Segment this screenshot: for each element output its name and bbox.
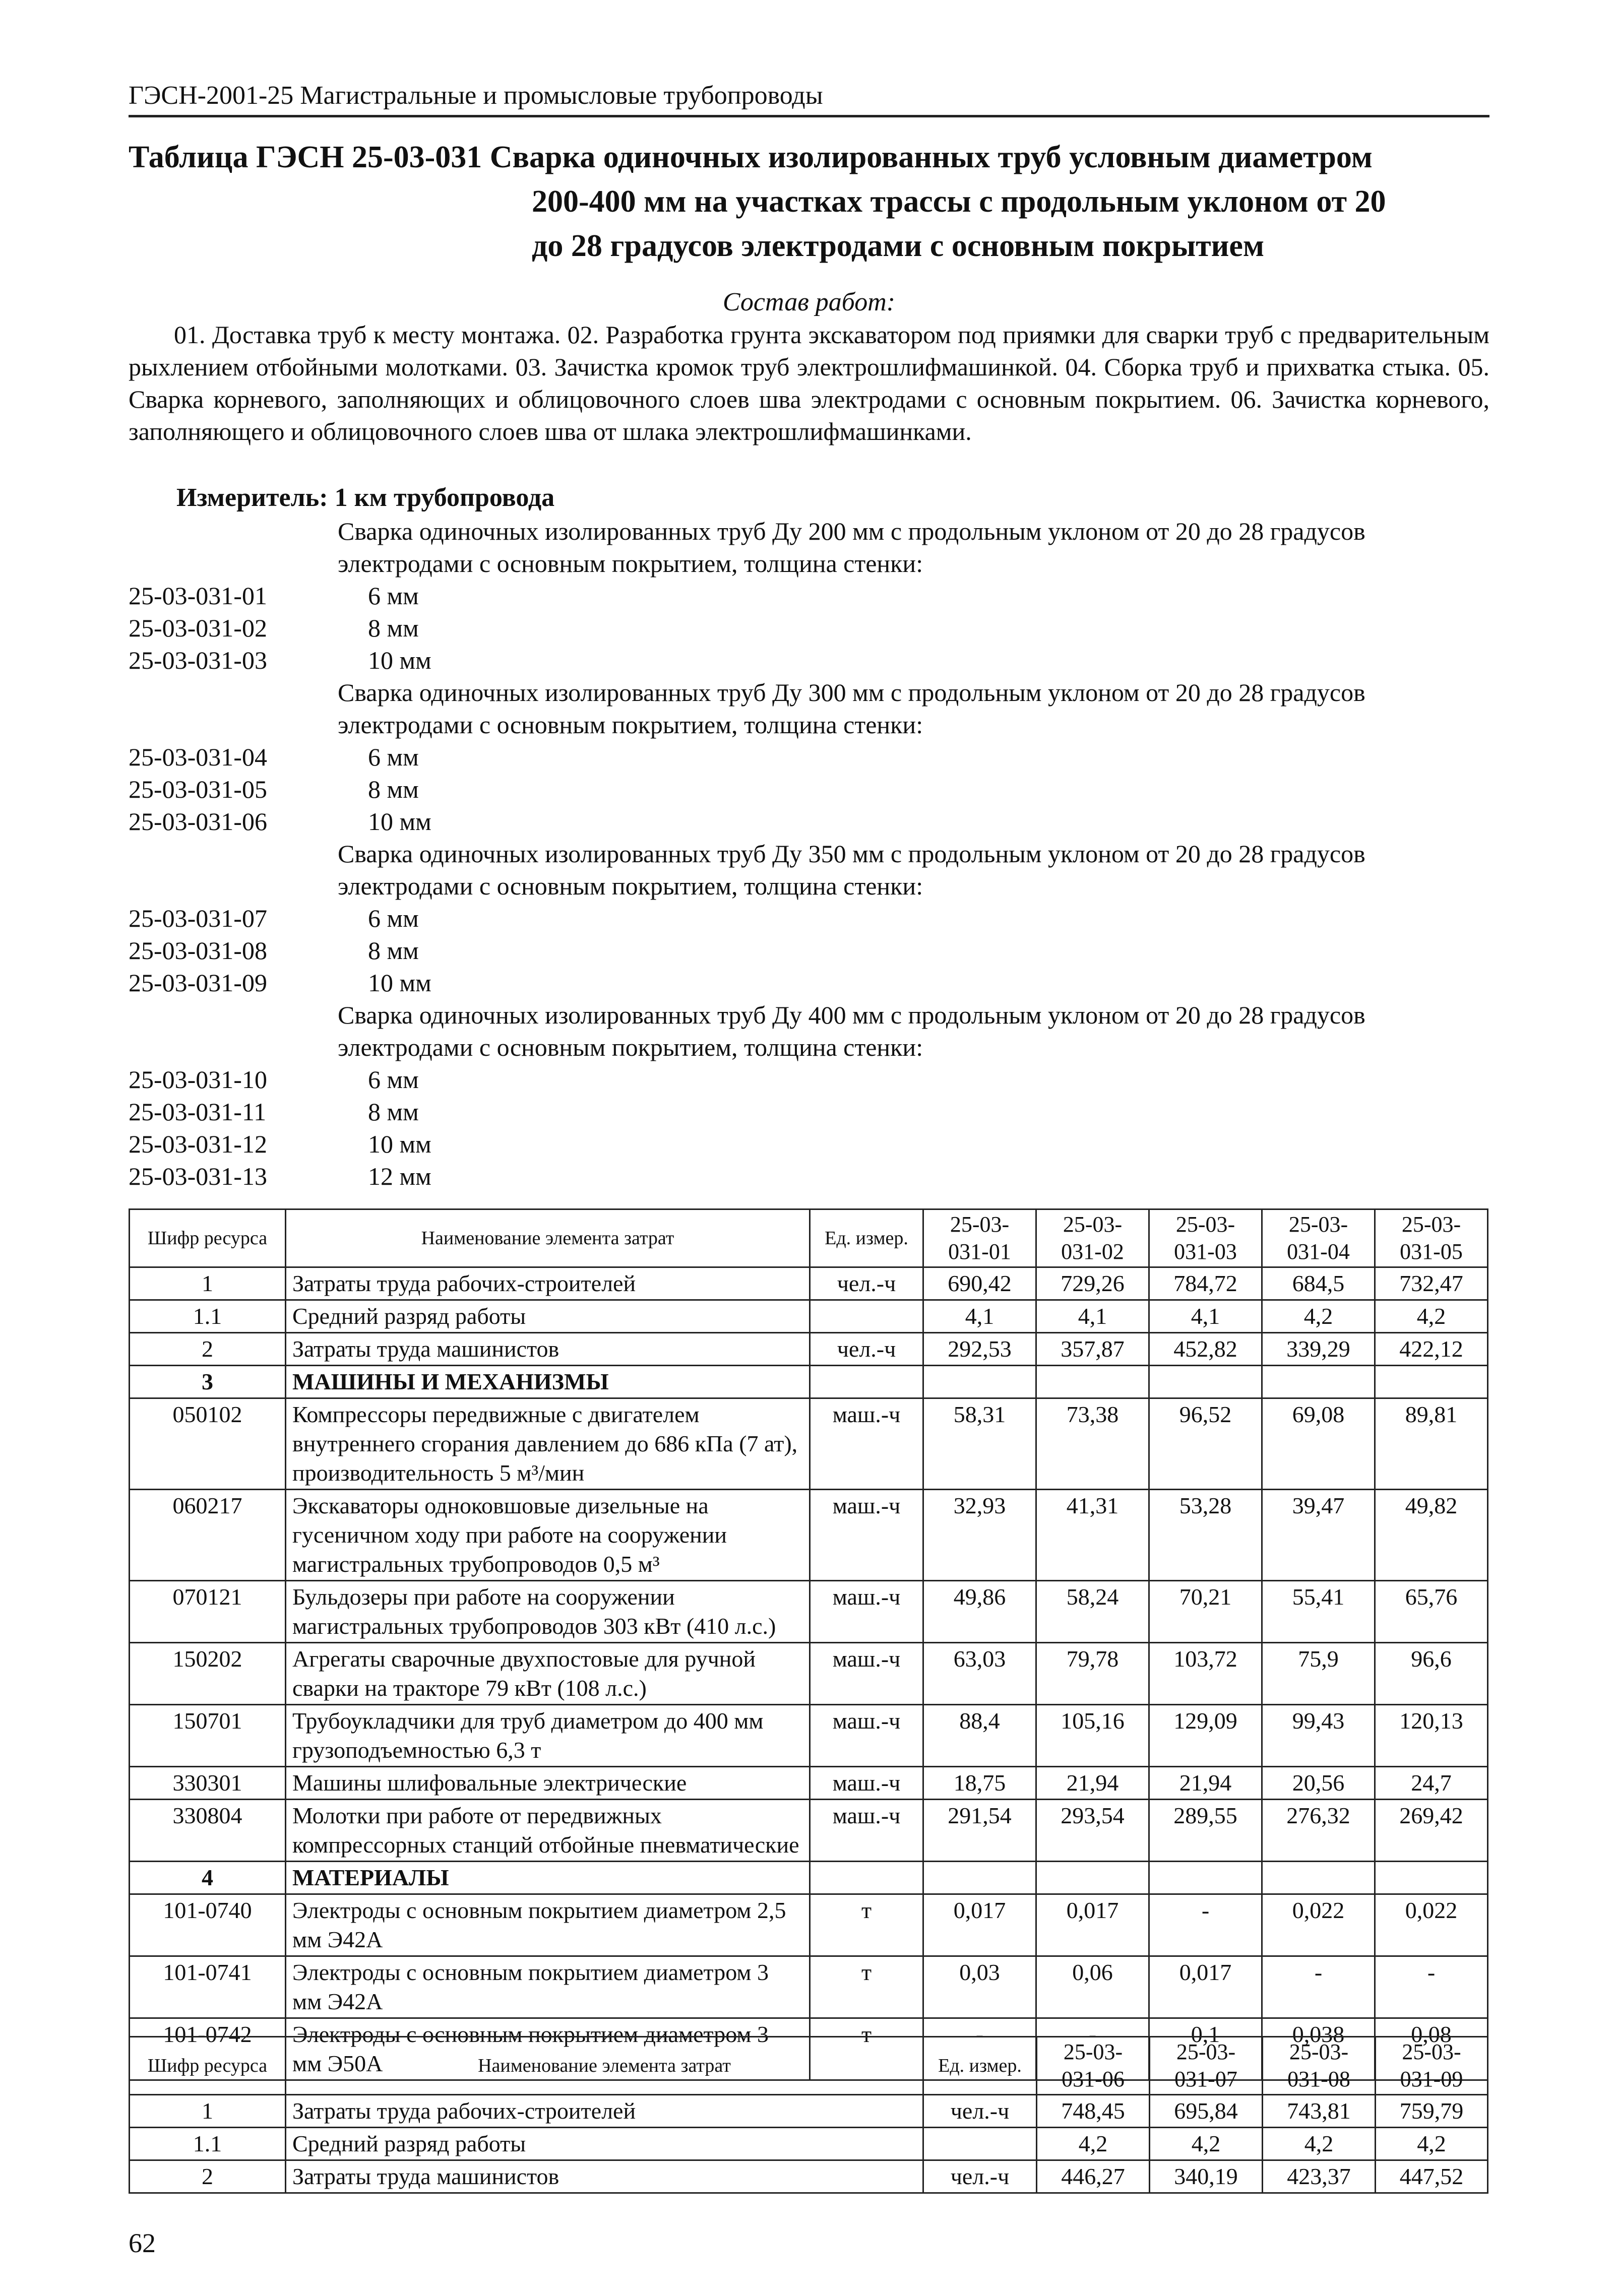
value-cell: - — [1149, 1894, 1262, 1956]
cost-element-name: Затраты труда машинистов — [286, 2160, 923, 2193]
running-title: ГЭСН-2001-25 Магистральные и промысловые трубопроводы — [129, 81, 823, 110]
value-cell: 96,52 — [1149, 1398, 1262, 1490]
value-cell — [1036, 1862, 1149, 1894]
variant-code: 25-03-031-07 — [129, 904, 267, 932]
value-cell: 89,81 — [1375, 1398, 1488, 1490]
value-cell: 4,2 — [1037, 2128, 1150, 2160]
unit-cell: чел.-ч — [923, 2160, 1037, 2193]
resource-code: 330804 — [130, 1800, 286, 1862]
unit-cell: маш.-ч — [810, 1767, 923, 1800]
resource-code: 1.1 — [130, 1300, 286, 1333]
value-cell: 39,47 — [1262, 1490, 1375, 1581]
variant-group-description: Сварка одиночных изолированных труб Ду 300 мм с продольным уклоном от 20 до 28 градусов электродами с основным покрытием, толщина стенки: — [338, 678, 1365, 739]
table-row — [130, 1643, 1488, 1705]
table-row — [130, 2128, 1488, 2160]
variant-size: 8 мм — [368, 614, 419, 642]
value-cell: 0,017 — [1149, 1956, 1262, 2018]
value-cell: 79,78 — [1036, 1643, 1149, 1705]
variant-item — [129, 1128, 1489, 1160]
value-cell: 58,31 — [923, 1398, 1036, 1490]
variant-size: 6 мм — [368, 1065, 419, 1094]
value-cell: 55,41 — [1262, 1581, 1375, 1643]
value-cell: 0,017 — [1036, 1894, 1149, 1956]
value-cell: 422,12 — [1375, 1333, 1488, 1366]
column-header: 25-03-031-02 — [1036, 1209, 1149, 1267]
column-header: 25-03-031-03 — [1149, 1209, 1262, 1267]
value-cell: 684,5 — [1262, 1267, 1375, 1300]
variant-item — [129, 580, 1489, 612]
value-cell — [1149, 1862, 1262, 1894]
unit-cell: т — [810, 1894, 923, 1956]
variant-code: 25-03-031-12 — [129, 1130, 267, 1158]
cost-element-name: Машины шлифовальные электрические — [286, 1767, 810, 1800]
unit-cell: маш.-ч — [810, 1705, 923, 1767]
column-header: 25-03-031-04 — [1262, 1209, 1375, 1267]
value-cell: 291,54 — [923, 1800, 1036, 1862]
value-cell — [1262, 1366, 1375, 1398]
variant-code: 25-03-031-03 — [129, 646, 267, 674]
value-cell: 4,2 — [1263, 2128, 1376, 2160]
variant-code: 25-03-031-11 — [129, 1098, 267, 1126]
cost-element-name: Экскаваторы одноковшовые дизельные на гусеничном ходу при работе на сооружении магистральных трубопроводов 0,5 м³ — [286, 1490, 810, 1581]
value-cell: 269,42 — [1375, 1800, 1488, 1862]
value-cell: 24,7 — [1375, 1767, 1488, 1800]
value-cell — [1375, 1862, 1488, 1894]
resource-code: 060217 — [130, 1490, 286, 1581]
value-cell: 53,28 — [1149, 1490, 1262, 1581]
column-header: 25-03-031-05 — [1375, 1209, 1488, 1267]
value-cell: 289,55 — [1149, 1800, 1262, 1862]
page-number: 62 — [129, 2228, 156, 2258]
unit-cell — [810, 1300, 923, 1333]
resource-code: 2 — [130, 2160, 286, 2193]
value-cell: 292,53 — [923, 1333, 1036, 1366]
cost-element-name: Электроды с основным покрытием диаметром 2,5 мм Э42А — [286, 1894, 810, 1956]
unit-cell: чел.-ч — [923, 2095, 1037, 2128]
variant-code: 25-03-031-06 — [129, 807, 267, 836]
variant-code: 25-03-031-08 — [129, 936, 267, 965]
value-cell: 0,022 — [1262, 1894, 1375, 1956]
value-cell: 4,2 — [1150, 2128, 1263, 2160]
value-cell: 21,94 — [1036, 1767, 1149, 1800]
variant-item — [129, 1160, 1489, 1192]
cost-element-name: Затраты труда машинистов — [286, 1333, 810, 1366]
value-cell: 103,72 — [1149, 1643, 1262, 1705]
variant-size: 10 мм — [368, 807, 431, 836]
variant-code: 25-03-031-10 — [129, 1065, 267, 1094]
value-cell: 690,42 — [923, 1267, 1036, 1300]
measure-line — [176, 483, 554, 513]
value-cell: 65,76 — [1375, 1581, 1488, 1643]
variant-item — [129, 967, 1489, 999]
table-row — [130, 1300, 1488, 1333]
unit-cell — [810, 1862, 923, 1894]
variant-item — [129, 1096, 1489, 1128]
table-row — [130, 1366, 1488, 1398]
resource-code: 101-0742 — [130, 2018, 286, 2080]
table-row — [130, 1956, 1488, 2018]
value-cell: 748,45 — [1037, 2095, 1150, 2128]
cost-element-name: Средний разряд работы — [286, 2128, 923, 2160]
value-cell: 96,6 — [1375, 1643, 1488, 1705]
value-cell: 695,84 — [1150, 2095, 1263, 2128]
resource-code: 1 — [130, 1267, 286, 1300]
title-line-1: Таблица ГЭСН 25-03-031 Сварка одиночных изолированных труб условным диаметром — [129, 140, 1373, 174]
resource-code: 1.1 — [130, 2128, 286, 2160]
variant-item — [129, 902, 1489, 934]
resource-table-2 — [129, 2036, 1488, 2194]
table-row — [130, 2095, 1488, 2128]
unit-cell: маш.-ч — [810, 1398, 923, 1490]
variant-item — [129, 934, 1489, 967]
column-header: 25-03-031-06 — [1037, 2037, 1150, 2095]
unit-cell: маш.-ч — [810, 1581, 923, 1643]
variant-code: 25-03-031-01 — [129, 582, 267, 610]
table-row — [130, 1894, 1488, 1956]
variant-size: 6 мм — [368, 743, 419, 771]
table-row — [130, 1862, 1488, 1894]
unit-cell: чел.-ч — [810, 1267, 923, 1300]
value-cell: 447,52 — [1376, 2160, 1488, 2193]
value-cell: 120,13 — [1375, 1705, 1488, 1767]
variant-item — [129, 1063, 1489, 1096]
value-cell: 21,94 — [1149, 1767, 1262, 1800]
resource-code: 050102 — [130, 1398, 286, 1490]
cost-element-name: МАШИНЫ И МЕХАНИЗМЫ — [286, 1366, 810, 1398]
value-cell: 759,79 — [1376, 2095, 1488, 2128]
column-header: 25-03-031-09 — [1376, 2037, 1488, 2095]
variant-group-description: Сварка одиночных изолированных труб Ду 200 мм с продольным уклоном от 20 до 28 градусов электродами с основным покрытием, толщина стенки: — [338, 517, 1365, 578]
table-row — [130, 1800, 1488, 1862]
variant-code: 25-03-031-13 — [129, 1162, 267, 1190]
variant-item — [129, 612, 1489, 644]
value-cell: 0,06 — [1036, 1956, 1149, 2018]
value-cell: 732,47 — [1375, 1267, 1488, 1300]
value-cell: 423,37 — [1263, 2160, 1376, 2193]
cost-element-name: Средний разряд работы — [286, 1300, 810, 1333]
variant-code: 25-03-031-05 — [129, 775, 267, 803]
unit-cell — [923, 2128, 1037, 2160]
resource-code: 330301 — [130, 1767, 286, 1800]
unit-cell: чел.-ч — [810, 1333, 923, 1366]
value-cell: 293,54 — [1036, 1800, 1149, 1862]
value-cell: 70,21 — [1149, 1581, 1262, 1643]
value-cell: 784,72 — [1149, 1267, 1262, 1300]
value-cell — [1149, 1366, 1262, 1398]
variant-size: 12 мм — [368, 1162, 431, 1190]
value-cell: - — [1262, 1956, 1375, 2018]
value-cell: 0,017 — [923, 1894, 1036, 1956]
value-cell: 99,43 — [1262, 1705, 1375, 1767]
title-line-2: 200-400 мм на участках трассы с продольным уклоном от 20 — [532, 184, 1386, 219]
value-cell: 49,82 — [1375, 1490, 1488, 1581]
unit-cell: т — [810, 1956, 923, 2018]
value-cell — [1036, 1366, 1149, 1398]
composition-heading: Состав работ: — [722, 288, 896, 316]
value-cell: 339,29 — [1262, 1333, 1375, 1366]
value-cell: 75,9 — [1262, 1643, 1375, 1705]
table-row — [130, 1705, 1488, 1767]
value-cell: 729,26 — [1036, 1267, 1149, 1300]
value-cell: 0,1 — [1149, 2018, 1262, 2080]
resource-code: 1 — [130, 2095, 286, 2128]
resource-code: 101-0741 — [130, 1956, 286, 2018]
value-cell: 743,81 — [1263, 2095, 1376, 2128]
cost-element-name: Затраты труда рабочих-строителей — [286, 2095, 923, 2128]
resource-code: 150202 — [130, 1643, 286, 1705]
value-cell — [923, 1862, 1036, 1894]
variant-item — [129, 741, 1489, 773]
table-row — [130, 1398, 1488, 1490]
resource-code: 3 — [130, 1366, 286, 1398]
variant-size: 10 мм — [368, 646, 431, 674]
value-cell — [1262, 1862, 1375, 1894]
unit-cell: маш.-ч — [810, 1643, 923, 1705]
column-header: Шифр ресурса — [130, 2037, 286, 2095]
variant-size: 6 мм — [368, 904, 419, 932]
value-cell: 63,03 — [923, 1643, 1036, 1705]
table-row — [130, 1490, 1488, 1581]
value-cell: 4,2 — [1262, 1300, 1375, 1333]
value-cell: 18,75 — [923, 1767, 1036, 1800]
column-header: Ед. измер. — [923, 2037, 1037, 2095]
table-row — [130, 2160, 1488, 2193]
value-cell — [1375, 1366, 1488, 1398]
column-header: Шифр ресурса — [130, 1209, 286, 1267]
variants-list — [129, 515, 1489, 1192]
table-row — [130, 1767, 1488, 1800]
variant-item — [129, 773, 1489, 805]
value-cell: 276,32 — [1262, 1800, 1375, 1862]
value-cell: 73,38 — [1036, 1398, 1149, 1490]
table-row — [130, 1333, 1488, 1366]
measure-value: 1 км трубопровода — [334, 483, 555, 512]
measure-label: Измеритель: — [176, 483, 328, 512]
value-cell: 69,08 — [1262, 1398, 1375, 1490]
value-cell: 0,022 — [1375, 1894, 1488, 1956]
value-cell: 88,4 — [923, 1705, 1036, 1767]
variant-group-description: Сварка одиночных изолированных труб Ду 350 мм с продольным уклоном от 20 до 28 градусов электродами с основным покрытием, толщина стенки: — [338, 840, 1365, 900]
table-row — [130, 1267, 1488, 1300]
column-header: Наименование элемента затрат — [286, 2037, 923, 2095]
column-header: 25-03-031-08 — [1263, 2037, 1376, 2095]
cost-element-name: Компрессоры передвижные с двигателем внутреннего сгорания давлением до 686 кПа (7 ат), производительность 5 м³/мин — [286, 1398, 810, 1490]
value-cell: 4,1 — [923, 1300, 1036, 1333]
cost-element-name: Затраты труда рабочих-строителей — [286, 1267, 810, 1300]
cost-element-name: Электроды с основным покрытием диаметром 3 мм Э50А — [286, 2018, 810, 2080]
value-cell: 20,56 — [1262, 1767, 1375, 1800]
variant-size: 6 мм — [368, 582, 419, 610]
variant-code: 25-03-031-04 — [129, 743, 267, 771]
variant-size: 10 мм — [368, 969, 431, 997]
value-cell: 58,24 — [1036, 1581, 1149, 1643]
value-cell: 129,09 — [1149, 1705, 1262, 1767]
variant-code: 25-03-031-09 — [129, 969, 267, 997]
resource-code: 2 — [130, 1333, 286, 1366]
table-title — [129, 135, 1489, 268]
value-cell: 4,1 — [1149, 1300, 1262, 1333]
value-cell: 4,1 — [1036, 1300, 1149, 1333]
value-cell: 49,86 — [923, 1581, 1036, 1643]
value-cell — [923, 1366, 1036, 1398]
variant-size: 8 мм — [368, 775, 419, 803]
value-cell: 4,2 — [1376, 2128, 1488, 2160]
column-header: Наименование элемента затрат — [286, 1209, 810, 1267]
value-cell: 357,87 — [1036, 1333, 1149, 1366]
table-row — [130, 1581, 1488, 1643]
value-cell: - — [1036, 2018, 1149, 2080]
resource-code: 070121 — [130, 1581, 286, 1643]
unit-cell — [810, 1366, 923, 1398]
variant-size: 8 мм — [368, 1098, 419, 1126]
cost-element-name: Молотки при работе от передвижных компрессорных станций отбойные пневматические — [286, 1800, 810, 1862]
cost-element-name: Агрегаты сварочные двухпостовые для ручной сварки на тракторе 79 кВт (108 л.с.) — [286, 1643, 810, 1705]
resource-code: 4 — [130, 1862, 286, 1894]
column-header: 25-03-031-07 — [1150, 2037, 1263, 2095]
value-cell: 32,93 — [923, 1490, 1036, 1581]
value-cell: 105,16 — [1036, 1705, 1149, 1767]
unit-cell: маш.-ч — [810, 1490, 923, 1581]
variant-item — [129, 805, 1489, 838]
variant-group-description: Сварка одиночных изолированных труб Ду 400 мм с продольным уклоном от 20 до 28 градусов электродами с основным покрытием, толщина стенки: — [338, 1001, 1365, 1061]
resource-code: 150701 — [130, 1705, 286, 1767]
column-header: Ед. измер. — [810, 1209, 923, 1267]
title-line-3: до 28 градусов электродами с основным покрытием — [532, 229, 1265, 263]
value-cell: 41,31 — [1036, 1490, 1149, 1581]
cost-element-name: Электроды с основным покрытием диаметром 3 мм Э42А — [286, 1956, 810, 2018]
variant-item — [129, 644, 1489, 676]
value-cell: - — [1375, 1956, 1488, 2018]
value-cell: 4,2 — [1375, 1300, 1488, 1333]
composition-text: 01. Доставка труб к месту монтажа. 02. Разработка грунта экскаватором под приямки для сварки труб с предварительным рыхлением отбойными молотками. 03. Зачистка кромок труб электрошлифмашинкой. 04. Сборка труб и прихватка стыка. 05. Сварка корневого, заполняющих и облицовочного слоев шва электродами с основным покрытием. 06. Зачистка корневого, заполняющего и облицовочного слоев шва от шлака электрошлифмашинками. — [129, 321, 1489, 445]
cost-element-name: Трубоукладчики для труб диаметром до 400 мм грузоподъемностью 6,3 т — [286, 1705, 810, 1767]
header-rule — [129, 115, 1489, 117]
variant-code: 25-03-031-02 — [129, 614, 267, 642]
value-cell: 0,038 — [1262, 2018, 1375, 2080]
cost-element-name: МАТЕРИАЛЫ — [286, 1862, 810, 1894]
value-cell: 452,82 — [1149, 1333, 1262, 1366]
cost-element-name: Бульдозеры при работе на сооружении магистральных трубопроводов 303 кВт (410 л.с.) — [286, 1581, 810, 1643]
value-cell: 340,19 — [1150, 2160, 1263, 2193]
value-cell: - — [923, 2018, 1036, 2080]
column-header: 25-03-031-01 — [923, 1209, 1036, 1267]
value-cell: 446,27 — [1037, 2160, 1150, 2193]
unit-cell: т — [810, 2018, 923, 2080]
unit-cell: маш.-ч — [810, 1800, 923, 1862]
variant-size: 8 мм — [368, 936, 419, 965]
value-cell: 0,03 — [923, 1956, 1036, 2018]
variant-size: 10 мм — [368, 1130, 431, 1158]
resource-table-1 — [129, 1208, 1488, 2081]
resource-code: 101-0740 — [130, 1894, 286, 1956]
value-cell: 0,08 — [1375, 2018, 1488, 2080]
